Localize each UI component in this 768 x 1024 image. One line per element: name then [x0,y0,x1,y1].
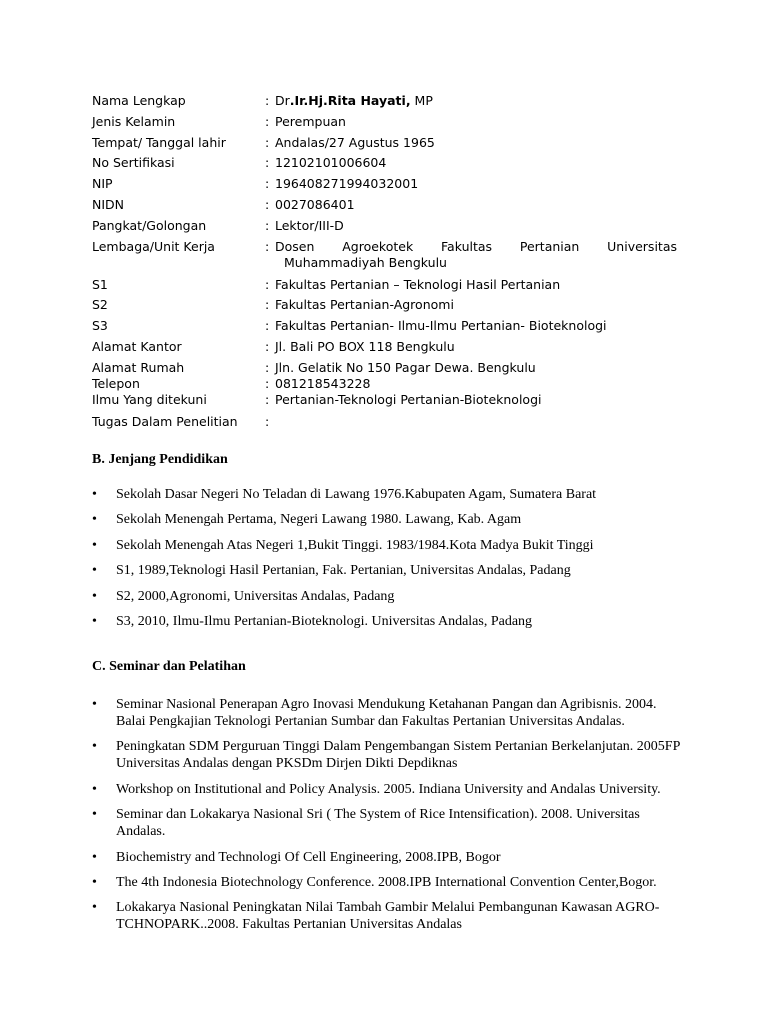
list-item: • Biochemistry and Technologi Of Cell Engineering, 2008.IPB, Bogor [92,849,682,866]
profile-row [92,135,677,151]
profile-label: Alamat Kantor [92,338,182,354]
lembaga-line1: Dosen Agroekotek Fakultas Pertanian Universitas [275,238,677,254]
profile-label: Nama Lengkap [92,93,186,108]
profile-label: Lembaga/Unit Kerja [92,238,215,254]
profile-colon: : [265,113,270,129]
profile-colon: : [265,391,270,407]
profile-row [92,376,677,392]
name-prefix: Dr [275,93,290,108]
profile-colon: : [265,413,270,429]
full-name [275,93,677,109]
profile-value: Fakultas Pertanian – Teknologi Hasil Pertanian [275,276,561,292]
profile-colon: : [265,217,270,233]
profile-label: Ilmu Yang ditekuni [92,391,207,407]
seminar-list [92,696,682,942]
list-item: • Sekolah Menengah Atas Negeri 1,Bukit Tinggi. 1983/1984.Kota Madya Bukit Tinggi [92,537,682,554]
profile-value [275,414,677,430]
profile-row [92,218,677,234]
profile-value: Pertanian-Teknologi Pertanian-Bioteknologi [275,391,542,407]
profile-label: Tugas Dalam Penelitian [92,413,238,429]
profile-value: Andalas/27 Agustus 1965 [275,134,435,150]
name-main: .Ir.Hj.Rita Hayati, [289,93,411,108]
list-item: • Lokakarya Nasional Peningkatan Nilai Tambah Gambir Melalui Pembangunan Kawasan AGRO-TCHNOPARK..2008. Fakultas Pertanian Universitas Andalas [92,899,682,933]
profile-row-lembaga-cont [92,255,677,271]
list-item: • Peningkatan SDM Perguruan Tinggi Dalam Pengembangan Sistem Pertanian Berkelanjutan. 2005FP Universitas Andalas dengan PKSDm Dirjen Dikti Depdiknas [92,738,682,772]
profile-label: Jenis Kelamin [92,113,176,129]
list-item: • The 4th Indonesia Biotechnology Conference. 2008.IPB International Convention Center,Bogor. [92,874,682,891]
profile-colon: : [265,375,270,391]
profile-row-name [92,93,677,109]
profile-value: 196408271994032001 [275,176,419,192]
profile-label: S2 [92,297,108,313]
profile-colon: : [265,359,270,375]
education-heading: B. Jenjang Pendidikan [92,452,228,467]
list-item: • Workshop on Institutional and Policy Analysis. 2005. Indiana University and Andalas University. [92,781,682,798]
profile-value: 12102101006604 [275,155,387,171]
profile-row [92,155,677,171]
profile-colon: : [265,238,270,254]
profile-row [92,297,677,313]
education-list [92,486,682,638]
list-item: • S3, 2010, Ilmu-Ilmu Pertanian-Bioteknologi. Universitas Andalas, Padang [92,613,682,630]
profile-row [92,277,677,293]
profile-colon: : [265,338,270,354]
profile-colon: : [265,196,270,212]
profile-value: Perempuan [275,113,346,129]
profile-value: 081218543228 [275,375,371,391]
profile-value: Jln. Gelatik No 150 Pagar Dewa. Bengkulu [275,359,536,375]
list-item: • S1, 1989,Teknologi Hasil Pertanian, Fak. Pertanian, Universitas Andalas, Padang [92,562,682,579]
profile-row [92,114,677,130]
list-item: • Sekolah Menengah Pertama, Negeri Lawang 1980. Lawang, Kab. Agam [92,511,682,528]
profile-label: S1 [92,276,108,292]
profile-colon: : [265,297,270,313]
profile-label: No Sertifikasi [92,155,175,171]
list-item: • Seminar dan Lokakarya Nasional Sri ( The System of Rice Intensification). 2008. Universitas Andalas. [92,806,682,840]
profile-row [92,339,677,355]
profile-colon: : [265,155,270,171]
profile-label: S3 [92,318,108,334]
list-item: • S2, 2000,Agronomi, Universitas Andalas, Padang [92,588,682,605]
profile-label: Pangkat/Golongan [92,217,207,233]
profile-value: Lektor/III-D [275,217,344,233]
profile-row [92,197,677,213]
profile-label: NIP [92,176,113,192]
profile-colon: : [265,276,270,292]
profile-label: Tempat/ Tanggal lahir [92,134,226,150]
profile-row-lembaga [92,239,677,255]
profile-value: Jl. Bali PO BOX 118 Bengkulu [275,338,455,354]
personal-profile [92,93,677,435]
lembaga-line2: Muhammadiyah Bengkulu [284,254,447,270]
name-suffix: MP [410,93,433,108]
profile-label: Telepon [92,375,140,391]
profile-value: Fakultas Pertanian-Agronomi [275,297,454,313]
list-item: • Seminar Nasional Penerapan Agro Inovasi Mendukung Ketahanan Pangan dan Agribisnis. 2004. Balai Pengkajian Teknologi Pertanian Sumbar dan Fakultas Pertanian Universitas Andalas. [92,696,682,730]
profile-colon: : [265,134,270,150]
profile-row [92,360,677,376]
seminar-heading: C. Seminar dan Pelatihan [92,659,246,674]
profile-colon: : [265,318,270,334]
profile-colon: : [265,93,270,108]
profile-row [92,176,677,192]
list-item: • Sekolah Dasar Negeri No Teladan di Lawang 1976.Kabupaten Agam, Sumatera Barat [92,486,682,503]
profile-row [92,392,677,408]
profile-row-tugas [92,414,677,430]
profile-label: Alamat Rumah [92,359,185,375]
profile-value: Fakultas Pertanian- Ilmu-Ilmu Pertanian- Bioteknologi [275,318,607,334]
profile-row [92,318,677,334]
profile-value: 0027086401 [275,196,355,212]
profile-colon: : [265,176,270,192]
profile-label: NIDN [92,196,125,212]
